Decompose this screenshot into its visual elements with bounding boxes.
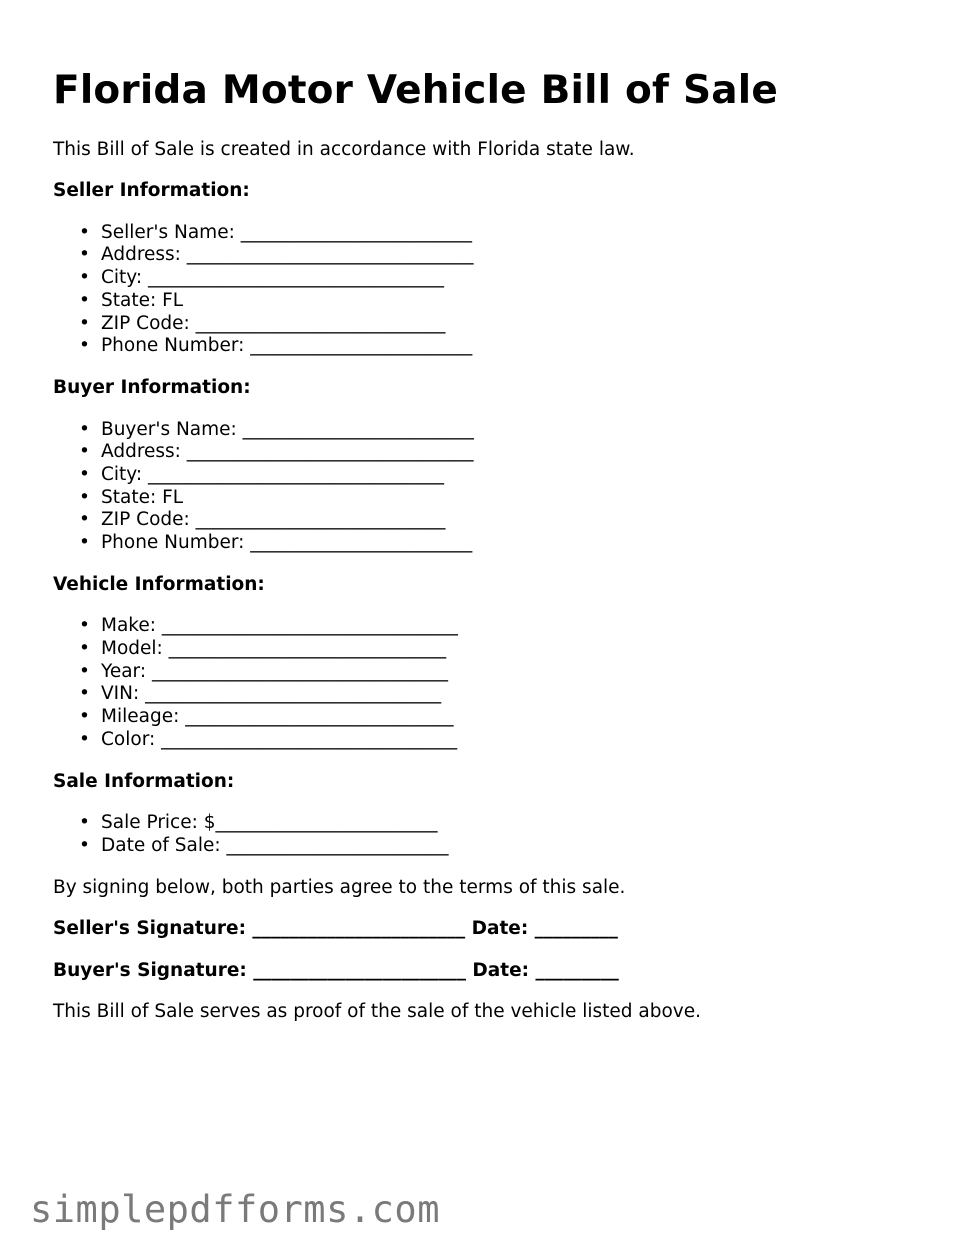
bullet-icon: •: [79, 289, 90, 311]
vehicle-mileage-field: • Mileage: _____________________________: [79, 706, 454, 728]
sale-section-heading: Sale Information:: [53, 770, 235, 792]
bullet-icon: •: [79, 683, 90, 705]
bullet-icon: •: [79, 267, 90, 289]
seller-address-field: • Address: _______________________________: [79, 244, 474, 266]
document-page: [53, 62, 933, 1024]
buyer-phone-field: • Phone Number: ________________________: [79, 532, 473, 554]
seller-section-heading: Seller Information:: [53, 180, 250, 202]
vehicle-year-field: • Year: ________________________________: [79, 660, 448, 682]
seller-state-field: • State: FL: [79, 289, 184, 311]
vehicle-color-field: • Color: ________________________________: [79, 728, 458, 750]
seller-field-list: [53, 222, 933, 358]
bullet-icon: •: [79, 312, 90, 334]
bullet-icon: •: [79, 812, 90, 834]
seller-phone-field: • Phone Number: ________________________: [79, 335, 473, 357]
vehicle-make-field: • Make: ________________________________: [79, 615, 458, 637]
bullet-icon: •: [79, 335, 90, 357]
seller-signature-line: Seller's Signature: _______________________ Date: _________: [53, 918, 618, 940]
bullet-icon: •: [79, 244, 90, 266]
buyer-name-field: • Buyer's Name: _________________________: [79, 418, 474, 440]
seller-name-field: • Seller's Name: _________________________: [79, 221, 472, 243]
watermark-text: simplepdfforms.com: [30, 1188, 440, 1231]
vehicle-model-field: • Model: ______________________________: [79, 638, 447, 660]
bullet-icon: •: [79, 441, 90, 463]
sale-field-list: [53, 812, 933, 857]
buyer-address-field: • Address: _______________________________: [79, 441, 474, 463]
buyer-field-list: [53, 419, 933, 555]
vehicle-field-list: [53, 615, 933, 751]
seller-city-field: • City: ________________________________: [79, 267, 445, 289]
seller-zip-field: • ZIP Code: ___________________________: [79, 312, 446, 334]
bullet-icon: •: [79, 486, 90, 508]
bullet-icon: •: [79, 638, 90, 660]
bullet-icon: •: [79, 221, 90, 243]
bullet-icon: •: [79, 463, 90, 485]
bullet-icon: •: [79, 706, 90, 728]
bullet-icon: •: [79, 660, 90, 682]
buyer-signature-line: Buyer's Signature: _______________________ Date: _________: [53, 959, 619, 981]
sale-price-field: • Sale Price: $________________________: [79, 812, 438, 834]
buyer-city-field: • City: ________________________________: [79, 463, 445, 485]
bullet-icon: •: [79, 728, 90, 750]
bullet-icon: •: [79, 509, 90, 531]
agreement-text: By signing below, both parties agree to the terms of this sale.: [53, 876, 626, 898]
sale-date-field: • Date of Sale: ________________________: [79, 834, 449, 856]
bullet-icon: •: [79, 834, 90, 856]
document-title: Florida Motor Vehicle Bill of Sale: [53, 68, 778, 113]
bullet-icon: •: [79, 615, 90, 637]
buyer-zip-field: • ZIP Code: ___________________________: [79, 509, 446, 531]
buyer-section-heading: Buyer Information:: [53, 376, 251, 398]
intro-text: This Bill of Sale is created in accordance with Florida state law.: [53, 139, 635, 160]
vehicle-vin-field: • VIN: ________________________________: [79, 683, 442, 705]
bullet-icon: •: [79, 532, 90, 554]
bullet-icon: •: [79, 418, 90, 440]
closing-text: This Bill of Sale serves as proof of the sale of the vehicle listed above.: [53, 1001, 702, 1023]
buyer-state-field: • State: FL: [79, 486, 184, 508]
vehicle-section-heading: Vehicle Information:: [53, 573, 265, 595]
